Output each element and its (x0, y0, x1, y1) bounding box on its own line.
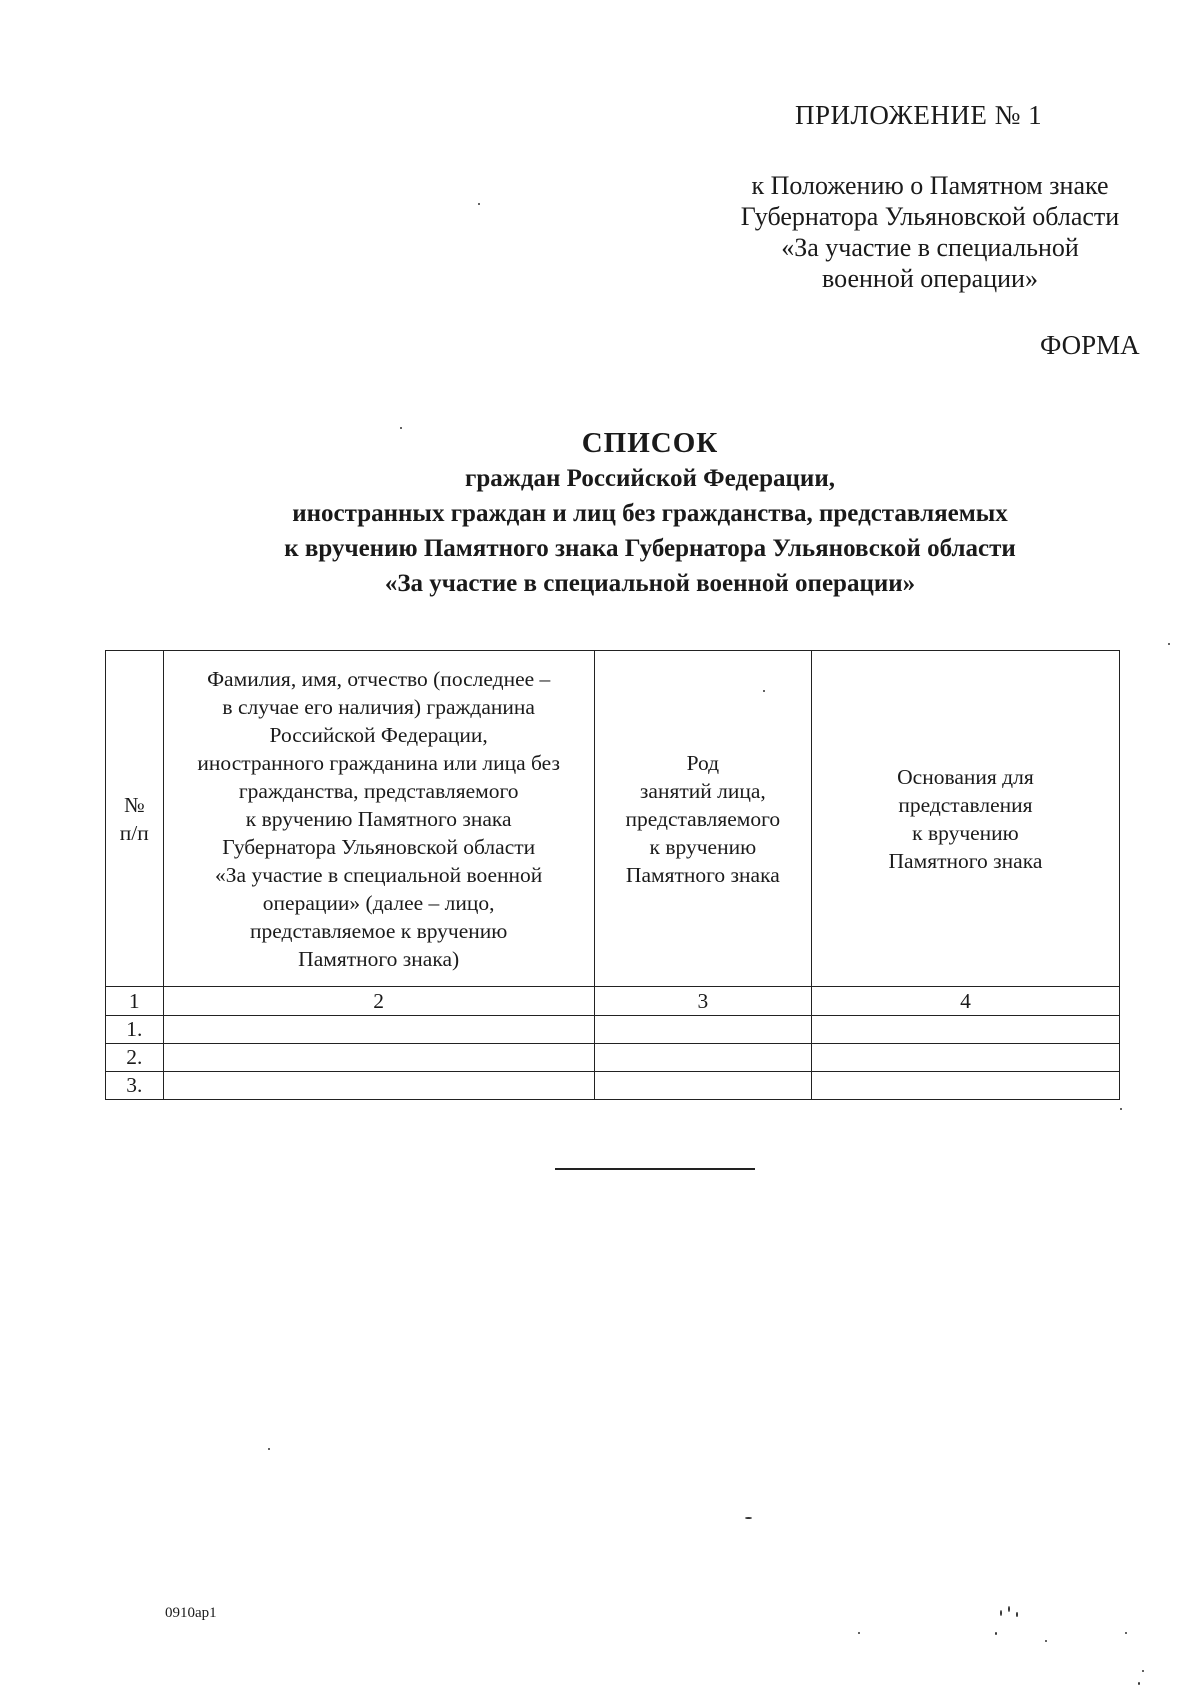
appendix-title: ПРИЛОЖЕНИЕ № 1 (795, 100, 1043, 130)
end-of-document-rule (555, 1168, 755, 1170)
document-code: 0910ap1 (165, 1605, 217, 1621)
table-row (106, 1044, 1120, 1072)
header-text: к вручению (649, 834, 757, 859)
list-heading (150, 426, 1150, 601)
name-cell[interactable] (163, 1016, 594, 1044)
header-text: занятий лица, (639, 778, 766, 803)
name-cell[interactable] (163, 1072, 594, 1100)
header-text: «За участие в специальной военной (215, 862, 543, 887)
scan-speck (1142, 1670, 1144, 1672)
list-heading-line: граждан Российской Федерации, (464, 465, 835, 492)
table-row (106, 1072, 1120, 1100)
scan-speck (1125, 1632, 1127, 1634)
scan-speck (1168, 643, 1170, 645)
scan-speck (1008, 1606, 1010, 1612)
header-text: представления (898, 792, 1033, 817)
basis-cell[interactable] (811, 1072, 1119, 1100)
header-text: к вручению Памятного знака (245, 806, 512, 831)
header-text: Губернатора Ульяновской области (222, 834, 536, 859)
scan-speck (1120, 1108, 1122, 1110)
basis-cell[interactable] (811, 1044, 1119, 1072)
column-number-row (106, 987, 1120, 1016)
table-row (106, 1016, 1120, 1044)
scan-speck (763, 690, 765, 692)
appendix-subtitle-line: к Положению о Памятном знаке (751, 171, 1109, 200)
appendix-subtitle-line: Губернатора Ульяновской области (740, 202, 1120, 231)
header-text: к вручению (912, 820, 1019, 845)
scan-speck (745, 1517, 752, 1519)
header-text: Российской Федерации, (269, 722, 488, 747)
header-text: Фамилия, имя, отчество (последнее – (207, 666, 551, 691)
header-text: Памятного знака (888, 848, 1043, 873)
occupation-cell[interactable] (594, 1072, 811, 1100)
row-number: 2. (106, 1044, 164, 1072)
header-cell-number (106, 651, 164, 987)
form-label: ФОРМА (1040, 330, 1140, 360)
header-text: Род (686, 750, 720, 775)
list-heading-line: «За участие в специальной военной операции» (384, 570, 916, 597)
scan-speck (1016, 1612, 1018, 1617)
header-text: п/п (119, 820, 149, 845)
header-cell-full-name (163, 651, 594, 987)
header-text: иностранного гражданина или лица без (197, 750, 560, 775)
column-number: 4 (811, 987, 1119, 1016)
header-cell-occupation (594, 651, 811, 987)
column-number: 2 (163, 987, 594, 1016)
appendix-subtitle (700, 170, 1160, 294)
scan-speck (858, 1632, 860, 1634)
list-heading-line: иностранных граждан и лиц без гражданства, представляемых (292, 500, 1008, 527)
nominee-list-table (105, 650, 1120, 1100)
header-text: в случае его наличия) гражданина (222, 694, 535, 719)
list-heading-main: СПИСОК (581, 427, 719, 459)
scan-speck (478, 203, 480, 205)
column-number: 3 (594, 987, 811, 1016)
scan-speck (1045, 1640, 1047, 1642)
list-heading-line: к вручению Памятного знака Губернатора Ульяновской области (284, 535, 1016, 562)
basis-cell[interactable] (811, 1016, 1119, 1044)
scan-speck (1000, 1610, 1002, 1616)
header-text: № (124, 792, 145, 817)
scan-speck (995, 1632, 997, 1635)
scan-speck (400, 427, 402, 429)
column-number: 1 (106, 987, 164, 1016)
header-text: гражданства, представляемого (238, 778, 519, 803)
header-text: операции» (далее – лицо, (262, 890, 495, 915)
scan-speck (268, 1448, 270, 1450)
row-number: 3. (106, 1072, 164, 1100)
appendix-subtitle-line: «За участие в специальной (781, 233, 1079, 262)
header-text: представляемого (625, 806, 781, 831)
header-text: представляемое к вручению (249, 918, 508, 943)
appendix-subtitle-line: военной операции» (822, 264, 1038, 293)
scan-speck (1138, 1682, 1140, 1685)
header-text: Памятного знака) (298, 946, 460, 971)
occupation-cell[interactable] (594, 1016, 811, 1044)
table-header-row (106, 651, 1120, 987)
occupation-cell[interactable] (594, 1044, 811, 1072)
header-text: Памятного знака (625, 862, 780, 887)
header-cell-basis (811, 651, 1119, 987)
row-number: 1. (106, 1016, 164, 1044)
header-text: Основания для (897, 764, 1034, 789)
name-cell[interactable] (163, 1044, 594, 1072)
